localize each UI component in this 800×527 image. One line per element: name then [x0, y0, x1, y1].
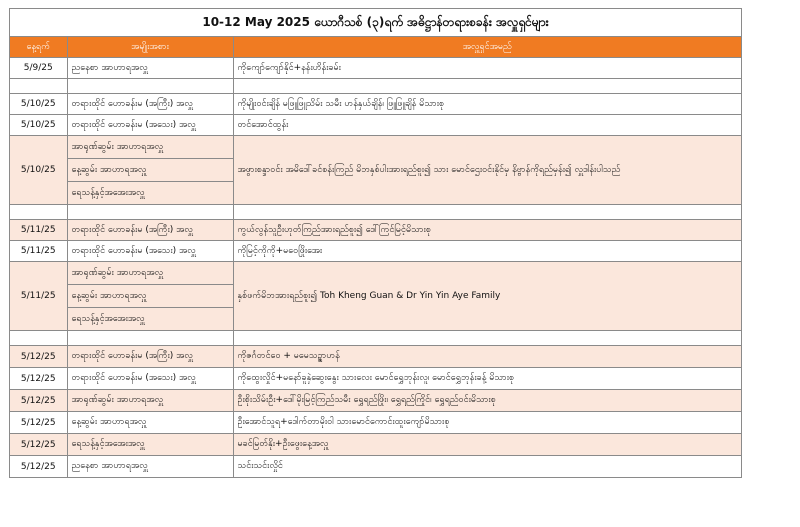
row-date: 5/11/25	[10, 262, 67, 331]
table-row	[10, 456, 741, 478]
table-row	[10, 94, 741, 115]
table-row	[10, 58, 741, 79]
row-type: ရေသန့်နှင့်အအေးအလှူ	[67, 434, 233, 456]
row-donor: သင်းသင်းလှိုင်	[233, 456, 741, 478]
donor-sheet	[9, 8, 742, 478]
row-type: တရားထိုင် ဟောခန်းမ (အကြီး) အလှူ	[67, 346, 233, 368]
spacer-row	[10, 79, 741, 94]
row-donor: ကိုကျော်ကျော်နိုင်+နန်းဟိန်းခမ်း	[233, 58, 741, 79]
table-row	[10, 368, 741, 390]
row-type: နေ့ဆွမ်း အာဟာရအလှူ	[67, 412, 233, 434]
table-row	[10, 115, 741, 136]
row-date: 5/11/25	[10, 241, 67, 262]
table-row	[10, 434, 741, 456]
donor-table	[10, 37, 741, 477]
row-type: အာရုဏ်ဆွမ်း အာဟာရအလှူ	[67, 136, 233, 159]
row-type: နေ့ဆွမ်း အာဟာရအလှူ	[67, 285, 233, 308]
row-type: နေ့ဆွမ်း အာဟာရအလှူ	[67, 159, 233, 182]
table-row	[10, 262, 741, 285]
row-date: 5/10/25	[10, 136, 67, 205]
table-row	[10, 241, 741, 262]
header-type: အမျိုးအစား	[67, 37, 233, 58]
row-date: 5/9/25	[10, 58, 67, 79]
table-row	[10, 346, 741, 368]
row-date: 5/12/25	[10, 346, 67, 368]
table-row	[10, 136, 741, 159]
row-donor: မခင်မြတ်နိုး+ဦးဖွေးနေ့အလှူ	[233, 434, 741, 456]
row-type: ရေသန့်နှင့်အအေးအလှူ	[67, 182, 233, 205]
row-donor: ကိုမြင့်ကိုကို+မဝေဖြိုးအေး	[233, 241, 741, 262]
row-donor: ကိုမျိုးဝင်းချိန် မဖြူဖြူသိမ်း သမီး ဟန်နှယ်ချိန်၊ ဖြူဖြူချိန် မိသားစု	[233, 94, 741, 115]
row-date: 5/12/25	[10, 368, 67, 390]
row-type: အာရုဏ်ဆွမ်း အာဟာရအလှူ	[67, 262, 233, 285]
sheet-title: 10-12 May 2025 ယောဂီသစ် (၃)ရက် အဓိဋ္ဌာန်တရားစခန်း အလှူရှင်များ	[10, 9, 741, 37]
row-date: 5/10/25	[10, 94, 67, 115]
row-date: 5/12/25	[10, 390, 67, 412]
row-date: 5/11/25	[10, 220, 67, 241]
row-type: ညနေစာ အာဟာရအလှူ	[67, 456, 233, 478]
spacer-row	[10, 205, 741, 220]
row-type: တရားထိုင် ဟောခန်းမ (အကြီး) အလှူ	[67, 220, 233, 241]
row-donor: ကွယ်လွန်သူဦးဟုတ်ကြည်အားရည်စူး၍ ဒေါ်ကြင်မြင့်မိသားစု	[233, 220, 741, 241]
row-date: 5/10/25	[10, 115, 67, 136]
row-donor: အဖွားစန္ဒာဝင်း အမိဒေါ်ခင်စန်းကြည် မိဘနှစ်ပါးအားရည်စူး၍ သား မောင်ဌေးဝင်းနိုင်မှ နိဗ္ဗာန်ကိုရည်မှန်း၍ လှူဒါန်းပါသည်	[233, 136, 741, 205]
row-donor: ကိုထွေးလှိုင်+မနော်ခူနှဲဆွေးနွေး သားလေး မောင်ရွှေဘုန်းလူ၊ မောင်ရွှေဘုန်းခန့် မိသားစု	[233, 368, 741, 390]
spacer-row	[10, 331, 741, 346]
row-donor: နှစ်ဖက်မိဘအားရည်စူး၍ Toh Kheng Guan & Dr Yin Yin Aye Family	[233, 262, 741, 331]
header-donor: အလှူရှင်အမည်	[233, 37, 741, 58]
header-date: နေ့ရက်	[10, 37, 67, 58]
header-row	[10, 37, 741, 58]
row-date: 5/12/25	[10, 412, 67, 434]
table-row	[10, 412, 741, 434]
row-donor: ဦးစိုးသိမ်းဦး+ဒေါ်မိုးမြင့်ကြည်သမီး ရွှေရည်ဖြိုး၊ ရွှေရည်ကြိုင်၊ ရွှေရည်ဝင်းမိသားစု	[233, 390, 741, 412]
row-type: ရေသန့်နှင့်အအေးအလှူ	[67, 308, 233, 331]
row-type: တရားထိုင် ဟောခန်းမ (အသေး) အလှူ	[67, 115, 233, 136]
row-type: တရားထိုင် ဟောခန်းမ (အသေး) အလှူ	[67, 241, 233, 262]
table-row	[10, 220, 741, 241]
row-donor: ကိုဇင်္ဂတင်ဝေ + မမေသဉ္ဇာဟန်	[233, 346, 741, 368]
row-type: ညနေစာ အာဟာရအလှူ	[67, 58, 233, 79]
table-row	[10, 390, 741, 412]
row-donor: တင်အောင်ထွန်း	[233, 115, 741, 136]
row-date: 5/12/25	[10, 434, 67, 456]
row-type: တရားထိုင် ဟောခန်းမ (အသေး) အလှူ	[67, 368, 233, 390]
row-date: 5/12/25	[10, 456, 67, 478]
row-type: တရားထိုင် ဟောခန်းမ (အကြီး) အလှူ	[67, 94, 233, 115]
row-donor: ဦးအောင်သူရ+ဒေါက်တာမိုးဝါ သားမောင်ကောင်းထူးကျော်မိသားစု	[233, 412, 741, 434]
row-type: အာရုဏ်ဆွမ်း အာဟာရအလှူ	[67, 390, 233, 412]
